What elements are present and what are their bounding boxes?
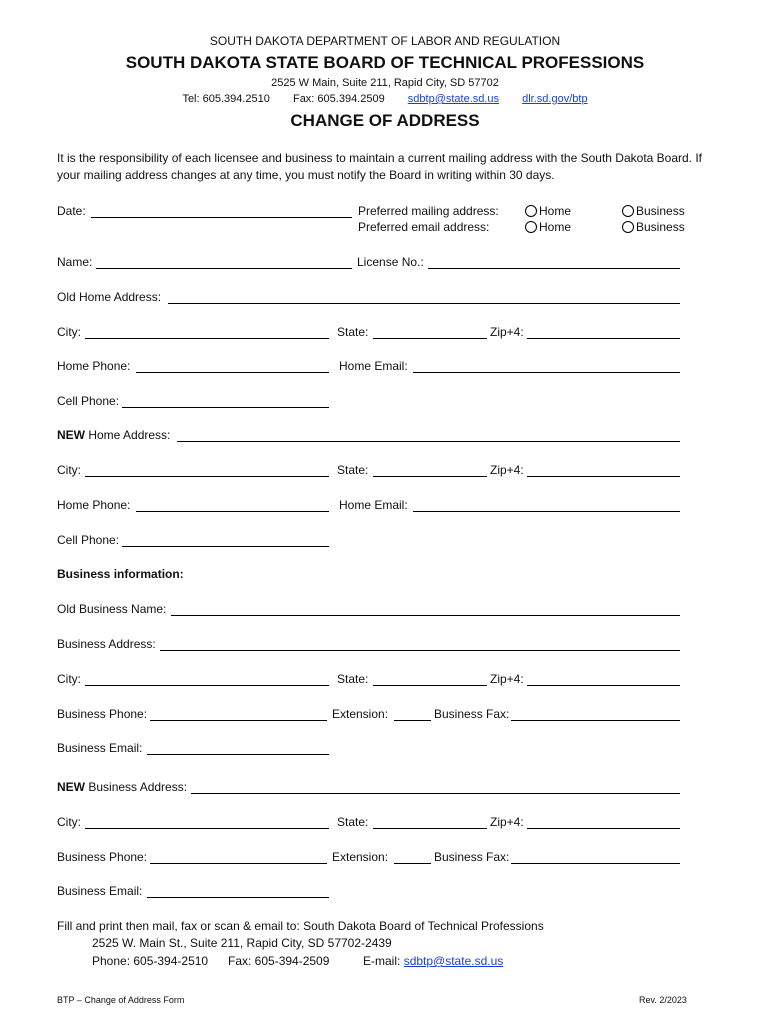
state-label: State:: [337, 815, 369, 829]
email-home-option[interactable]: [525, 220, 571, 234]
mailing-home-radio[interactable]: [525, 205, 537, 217]
cell-phone-label: Cell Phone:: [57, 394, 120, 408]
business-address-label: Business Address:: [57, 637, 156, 651]
old-home-address-field[interactable]: [168, 303, 680, 304]
new-business-extension-field[interactable]: [394, 863, 431, 864]
business-phone-label: Business Phone:: [57, 850, 148, 864]
business-email-label: Business Email:: [57, 884, 143, 898]
old-home-email-field[interactable]: [413, 372, 680, 373]
old-home-address-label: Old Home Address:: [57, 290, 162, 304]
business-address-text: Business Address:: [88, 780, 188, 794]
board-fax-footer: Fax: 605-394-2509: [228, 954, 330, 968]
name-label: Name:: [57, 255, 93, 269]
cell-phone-label: Cell Phone:: [57, 533, 120, 547]
name-field[interactable]: [96, 268, 352, 269]
zip-label: Zip+4:: [490, 672, 524, 686]
form-title: CHANGE OF ADDRESS: [290, 111, 480, 130]
date-field[interactable]: [91, 217, 352, 218]
business-zip-field[interactable]: [527, 685, 680, 686]
new-business-city-field[interactable]: [85, 828, 329, 829]
license-label: License No.:: [357, 255, 424, 269]
board-website-link[interactable]: dlr.sd.gov/btp: [522, 93, 588, 105]
new-home-zip-field[interactable]: [527, 476, 680, 477]
business-fax-label: Business Fax:: [434, 850, 510, 864]
email-label: E-mail:: [363, 954, 401, 968]
old-home-city-field[interactable]: [85, 338, 329, 339]
email-business-radio[interactable]: [622, 221, 634, 233]
email-business-label: Business: [636, 220, 685, 234]
business-extension-field[interactable]: [394, 720, 431, 721]
business-phone-label: Business Phone:: [57, 707, 148, 721]
board-phone: Phone: 605-394-2510: [92, 954, 209, 968]
business-phone-field[interactable]: [150, 720, 327, 721]
email-home-radio[interactable]: [525, 221, 537, 233]
old-home-phone-field[interactable]: [136, 372, 329, 373]
city-label: City:: [57, 463, 81, 477]
department-name: SOUTH DAKOTA DEPARTMENT OF LABOR AND REGULATION: [209, 34, 561, 48]
revision-date: Rev. 2/2023: [639, 995, 687, 1005]
business-fax-field[interactable]: [511, 720, 680, 721]
mailing-home-label: Home: [539, 204, 572, 218]
home-phone-label: Home Phone:: [57, 359, 131, 373]
business-city-field[interactable]: [85, 685, 329, 686]
mailing-home-option[interactable]: [525, 204, 571, 218]
board-email-footer-link[interactable]: sdbtp@state.sd.us: [403, 954, 504, 968]
old-business-name-field[interactable]: [171, 615, 680, 616]
board-name: SOUTH DAKOTA STATE BOARD OF TECHNICAL PROFESSIONS: [125, 53, 645, 72]
new-business-address-field[interactable]: [191, 793, 680, 794]
city-label: City:: [57, 325, 81, 339]
business-info-heading: Business information:: [57, 567, 184, 581]
state-label: State:: [337, 463, 369, 477]
board-address: 2525 W Main, Suite 211, Rapid City, SD 57702: [271, 77, 499, 89]
email-business-option[interactable]: [622, 220, 685, 234]
new-cell-phone-field[interactable]: [122, 546, 329, 547]
state-label: State:: [337, 672, 369, 686]
mailing-instructions: Fill and print then mail, fax or scan & email to: South Dakota Board of Technical Professions: [57, 919, 544, 933]
date-label: Date:: [57, 204, 86, 218]
new-home-state-field[interactable]: [373, 476, 487, 477]
preferred-email-label: Preferred email address:: [358, 220, 490, 234]
city-label: City:: [57, 815, 81, 829]
new-business-phone-field[interactable]: [150, 863, 327, 864]
home-email-label: Home Email:: [339, 359, 408, 373]
home-address-text: Home Address:: [88, 428, 171, 442]
new-business-state-field[interactable]: [373, 828, 487, 829]
mailing-business-radio[interactable]: [622, 205, 634, 217]
new-home-email-field[interactable]: [413, 511, 680, 512]
business-email-field[interactable]: [147, 754, 329, 755]
business-state-field[interactable]: [373, 685, 487, 686]
new-home-city-field[interactable]: [85, 476, 329, 477]
board-email-link[interactable]: sdbtp@state.sd.us: [407, 93, 500, 105]
extension-label: Extension:: [332, 850, 389, 864]
email-home-label: Home: [539, 220, 572, 234]
old-home-state-field[interactable]: [373, 338, 487, 339]
form-name: BTP – Change of Address Form: [57, 995, 185, 1005]
home-phone-label: Home Phone:: [57, 498, 131, 512]
board-tel: Tel: 605.394.2510: [182, 93, 270, 105]
home-email-label: Home Email:: [339, 498, 408, 512]
business-address-field[interactable]: [160, 650, 680, 651]
new-home-phone-field[interactable]: [136, 511, 329, 512]
zip-label: Zip+4:: [490, 463, 524, 477]
mailing-business-label: Business: [636, 204, 685, 218]
license-field[interactable]: [428, 268, 680, 269]
new-business-address-label: [57, 780, 187, 794]
new-business-zip-field[interactable]: [527, 828, 680, 829]
zip-label: Zip+4:: [490, 325, 524, 339]
mailing-business-option[interactable]: [622, 204, 685, 218]
intro-text: It is the responsibility of each licensee and business to maintain a current mailing address with the South Dakota Board. If your mailing address changes at any time, you must notify the Board in writing within 30 days.: [57, 151, 703, 182]
board-fax: Fax: 605.394.2509: [292, 93, 385, 105]
preferred-mailing-label: Preferred mailing address:: [358, 204, 499, 218]
state-label: State:: [337, 325, 369, 339]
new-home-address-field[interactable]: [177, 441, 680, 442]
new-home-address-label: [57, 428, 170, 442]
city-label: City:: [57, 672, 81, 686]
new-business-email-field[interactable]: [147, 897, 329, 898]
new-marker: NEW: [57, 780, 85, 794]
board-email-footer: [363, 954, 503, 968]
new-marker: NEW: [57, 428, 85, 442]
business-fax-label: Business Fax:: [434, 707, 510, 721]
board-contact: [0, 93, 770, 105]
new-business-fax-field[interactable]: [511, 863, 680, 864]
zip-label: Zip+4:: [490, 815, 524, 829]
old-home-zip-field[interactable]: [527, 338, 680, 339]
board-street-address: 2525 W. Main St., Suite 211, Rapid City, SD 57702-2439: [92, 936, 392, 950]
old-cell-phone-field[interactable]: [122, 407, 329, 408]
old-business-name-label: Old Business Name:: [57, 602, 167, 616]
extension-label: Extension:: [332, 707, 389, 721]
business-email-label: Business Email:: [57, 741, 143, 755]
